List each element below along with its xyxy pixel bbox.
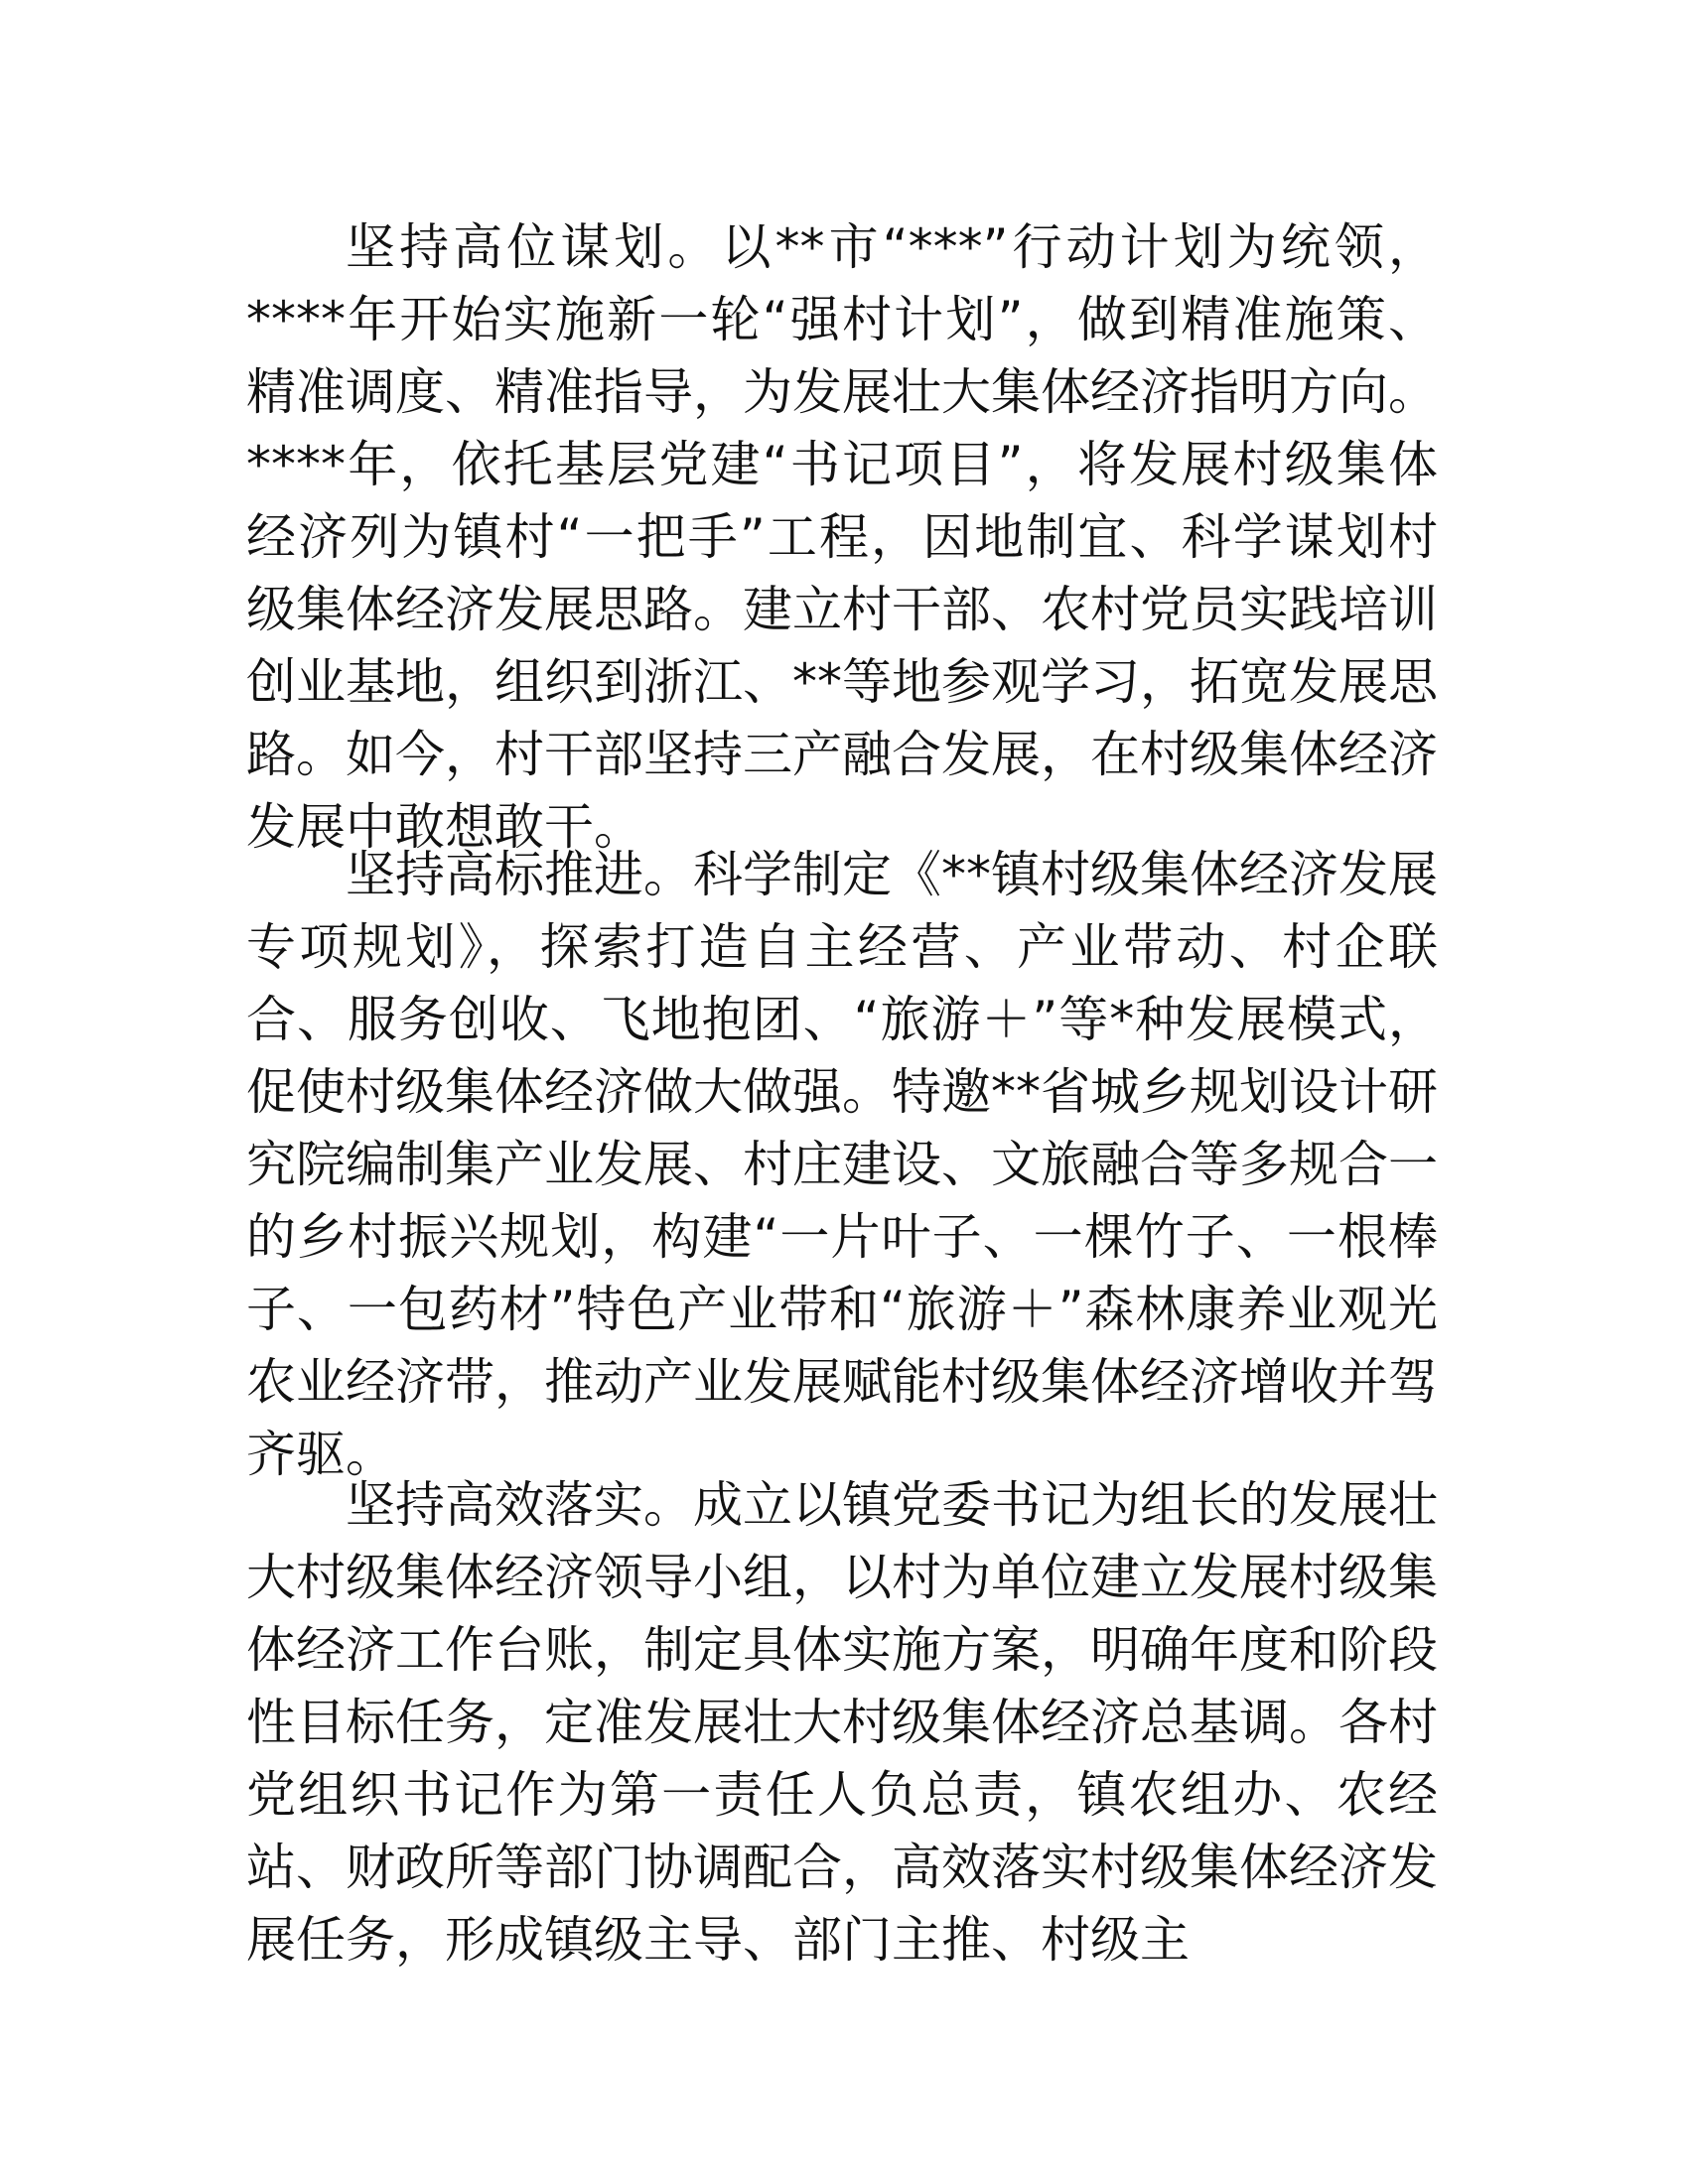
- paragraph-high-efficiency-implementation: [246, 1469, 1438, 1977]
- paragraph-body: 成立以镇党委书记为组长的发展壮大村级集体经济领导小组，以村为单位建立发展村级集体经济工作台账，制定具体实施方案，明确年度和阶段性目标任务，定准发展壮大村级集体经济总基调。各村党组织书记作为第一责任人负总责，镇农组办、农经站、财政所等部门协调配合，高效落实村级集体经济发展任务，形成镇级主导、部门主推、村级主: [246, 1476, 1438, 1969]
- paragraph-lead: 坚持高效落实。: [346, 1476, 693, 1534]
- paragraph-high-level-planning: [246, 211, 1438, 864]
- paragraph-high-standard-advance: [246, 839, 1438, 1491]
- paragraph-body: 以**市“***”行动计划为统领，****年开始实施新一轮“强村计划”，做到精准施策、精准调度、精准指导，为发展壮大集体经济指明方向。****年，依托基层党建“书记项目”，将发展村级集体经济列为镇村“一把手”工程，因地制宜、科学谋划村级集体经济发展思路。建立村干部、农村党员实践培训创业基地，组织到浙江、**等地参观学习，拓宽发展思路。如今，村干部坚持三产融合发展，在村级集体经济发展中敢想敢干。: [246, 218, 1439, 856]
- paragraph-body: 科学制定《**镇村级集体经济发展专项规划》，探索打造自主经营、产业带动、村企联合、服务创收、飞地抱团、“旅游＋”等*种发展模式，促使村级集体经济做大做强。特邀**省城乡规划设计研究院编制集产业发展、村庄建设、文旅融合等多规合一的乡村振兴规划，构建“一片叶子、一棵竹子、一根棒子、一包药材”特色产业带和“旅游＋”森林康养业观光农业经济带，推动产业发展赋能村级集体经济增收并驾齐驱。: [246, 846, 1438, 1483]
- paragraph-lead: 坚持高标推进。: [346, 846, 693, 903]
- paragraph-lead: 坚持高位谋划。: [346, 218, 722, 276]
